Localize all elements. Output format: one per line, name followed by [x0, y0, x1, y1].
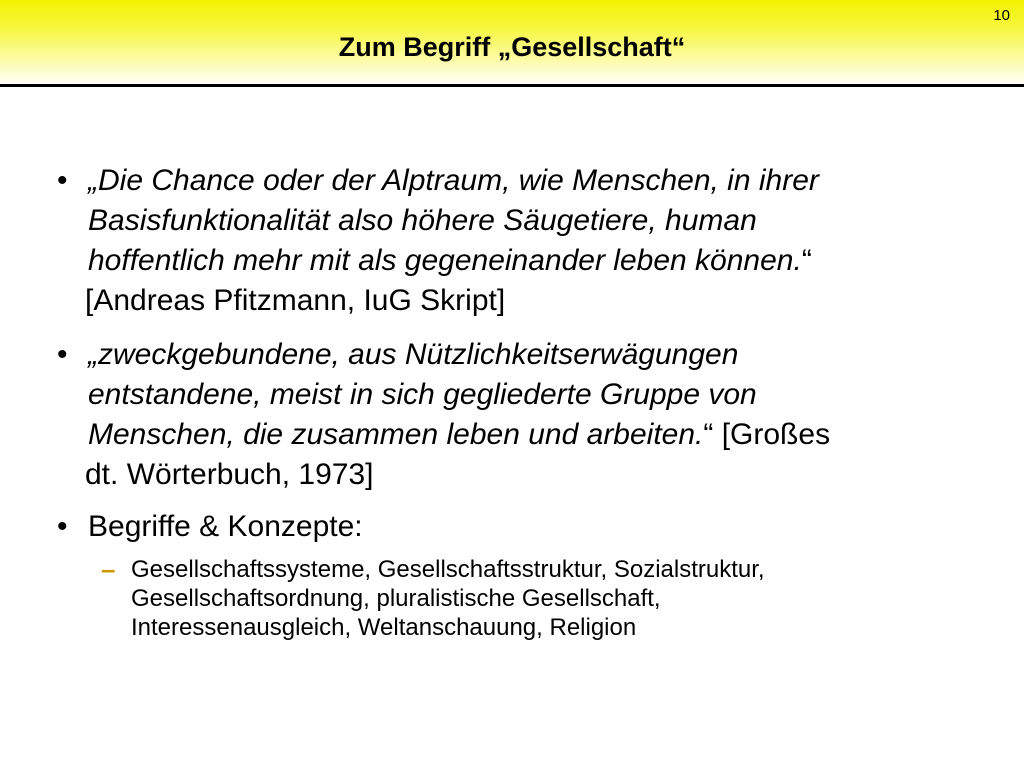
citation: “ [Großes: [703, 418, 831, 451]
sub-item-line: Gesellschaftsordnung, pluralistische Gesellschaft,: [131, 585, 661, 612]
citation: [Andreas Pfitzmann, IuG Skript]: [85, 284, 506, 317]
bullet-item-concepts: [88, 507, 968, 547]
quote-line: entstandene, meist in sich gegliederte Gruppe von: [88, 378, 757, 411]
bullet-marker: •: [57, 164, 68, 197]
sub-bullet-dash: –: [101, 554, 116, 584]
quote-line: Menschen, die zusammen leben und arbeiten.: [88, 418, 704, 451]
bullet-item-pfitzmann-quote: [85, 161, 968, 321]
slide-number: 10: [993, 7, 1010, 24]
quote-line: „Die Chance oder der Alptraum, wie Menschen, in ihrer: [88, 164, 819, 197]
closing-quote: “: [801, 244, 812, 277]
bullet-marker: •: [57, 338, 68, 371]
bullet-item-woerterbuch-quote: [85, 335, 968, 495]
sub-item-concept-list: [131, 555, 991, 642]
bullet-text: Begriffe & Konzepte:: [88, 510, 363, 543]
citation: dt. Wörterbuch, 1973]: [85, 458, 374, 491]
sub-item-line: Gesellschaftssysteme, Gesellschaftsstruktur, Sozialstruktur,: [131, 556, 765, 583]
quote-line: hoffentlich mehr mit als gegeneinander leben können.: [88, 244, 802, 277]
slide-title: Zum Begriff „Gesellschaft“: [338, 32, 686, 62]
quote-line: Basisfunktionalität also höhere Säugetiere, human: [88, 204, 757, 237]
sub-item-line: Interessenausgleich, Weltanschauung, Religion: [131, 614, 637, 641]
quote-line: „zweckgebundene, aus Nützlichkeitserwägungen: [88, 338, 739, 371]
bullet-marker: •: [57, 510, 68, 543]
